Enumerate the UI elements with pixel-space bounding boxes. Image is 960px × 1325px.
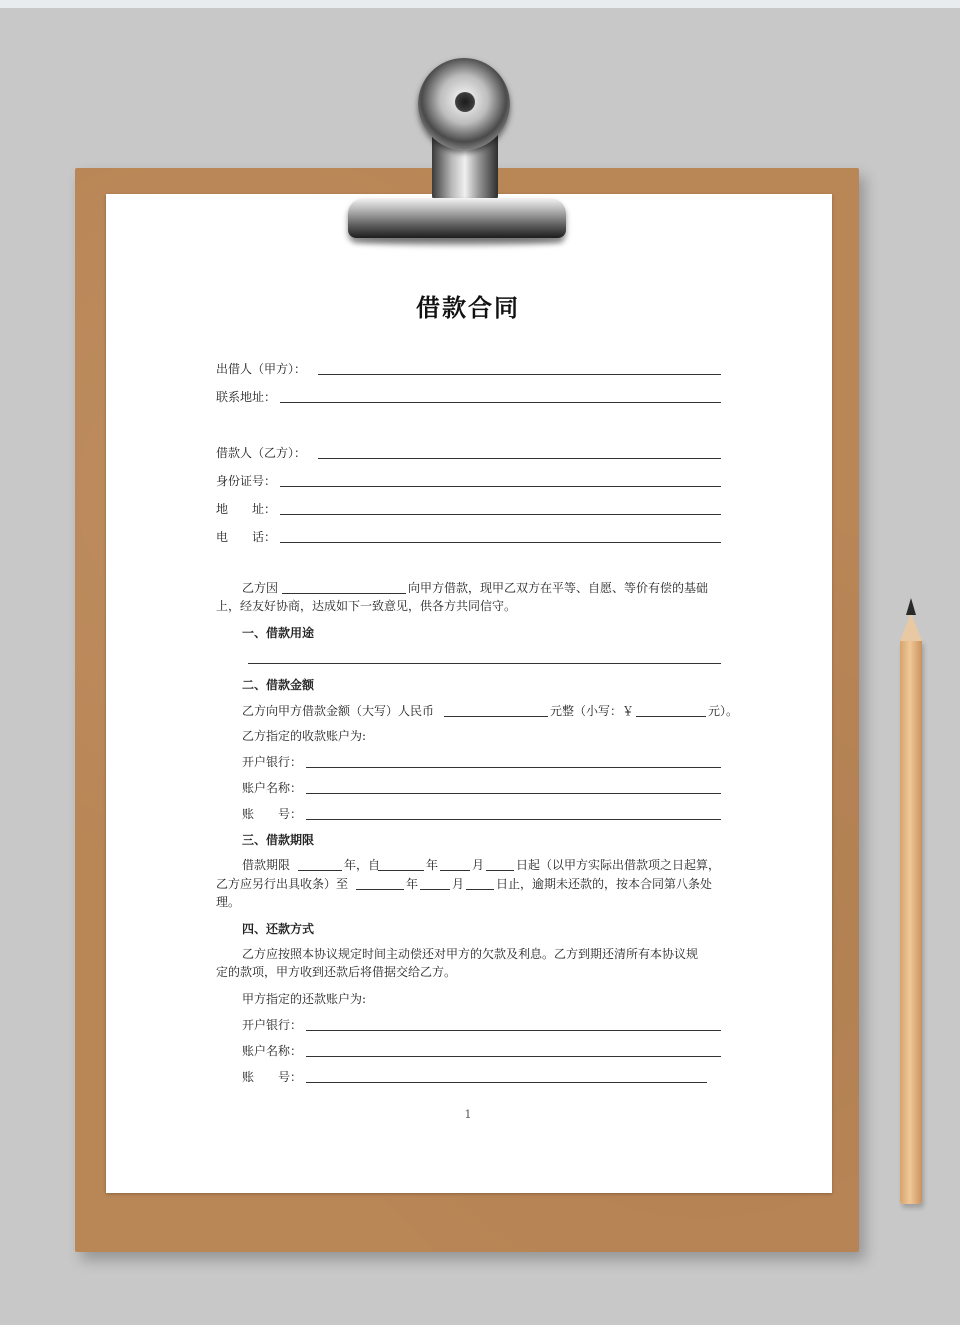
repay-account-name-field[interactable] <box>306 1056 721 1057</box>
term-text-p2d: 日止，逾期未还款的，按本合同第八条处 <box>496 877 713 891</box>
amount-uppercase-field[interactable] <box>444 716 548 717</box>
end-year-field[interactable] <box>356 889 404 890</box>
repay-bank-label: 开户银行： <box>242 1018 303 1032</box>
repay-account-name-label: 账户名称： <box>242 1044 303 1058</box>
section-2-heading: 二、借款金额 <box>242 678 315 692</box>
term-text-p3: 理。 <box>216 895 241 909</box>
receive-account-intro: 乙方指定的收款账户为: <box>242 729 367 743</box>
borrower-name-field[interactable] <box>318 458 721 459</box>
borrower-address-label: 地 址： <box>216 502 277 516</box>
section-4-heading: 四、还款方式 <box>242 922 315 936</box>
lender-name-field[interactable] <box>318 374 721 375</box>
section-3-heading: 三、借款期限 <box>242 833 315 847</box>
receive-account-name-label: 账户名称： <box>242 781 303 795</box>
borrower-address-field[interactable] <box>280 514 721 515</box>
lender-address-field[interactable] <box>280 402 721 403</box>
term-text-p2c: 月 <box>452 877 465 891</box>
receive-bank-field[interactable] <box>306 767 721 768</box>
term-text-d: 月 <box>472 858 485 872</box>
amount-text-a: 乙方向甲方借款金额（大写）人民币 <box>242 704 435 718</box>
page-number: 1 <box>464 1108 472 1121</box>
amount-text-b: 元整（小写：￥ <box>550 704 635 718</box>
term-text-b: 年，自 <box>344 858 381 872</box>
end-month-field[interactable] <box>420 889 450 890</box>
repay-account-no-label: 账 号： <box>242 1070 303 1084</box>
borrower-phone-field[interactable] <box>280 542 721 543</box>
intro-text-start: 乙方因 <box>242 581 279 595</box>
repay-text-p1: 乙方应按照本协议规定时间主动偿还对甲方的欠款及利息。乙方到期还清所有本协议规 <box>242 947 699 961</box>
loan-reason-field[interactable] <box>282 593 406 594</box>
receive-account-no-label: 账 号： <box>242 807 303 821</box>
term-years-field[interactable] <box>298 870 342 871</box>
document-title: 借款合同 <box>416 293 520 322</box>
term-text-p2a: 乙方应另行出具收条）至 <box>216 877 349 891</box>
repay-account-intro: 甲方指定的还款账户为: <box>242 992 367 1006</box>
term-text-a: 借款期限 <box>242 858 291 872</box>
repay-account-no-field[interactable] <box>306 1082 707 1083</box>
repay-bank-field[interactable] <box>306 1030 721 1031</box>
amount-text-c: 元）。 <box>708 704 739 718</box>
term-text-p2b: 年 <box>406 877 419 891</box>
section-1-heading: 一、借款用途 <box>242 626 315 640</box>
intro-text-line2: 上，经友好协商，达成如下一致意见，供各方共同信守。 <box>216 599 517 613</box>
borrower-name-label: 借款人（乙方）： <box>216 446 307 460</box>
term-text-e: 日起（以甲方实际出借款项之日起算， <box>516 858 721 872</box>
receive-account-no-field[interactable] <box>306 819 721 820</box>
lender-address-label: 联系地址： <box>216 390 277 404</box>
receive-bank-label: 开户银行： <box>242 755 303 769</box>
borrower-id-label: 身份证号： <box>216 474 277 488</box>
start-year-field[interactable] <box>378 870 424 871</box>
intro-text-cont: 向甲方借款，现甲乙双方在平等、自愿、等价有偿的基础 <box>408 581 709 595</box>
borrower-id-field[interactable] <box>280 486 721 487</box>
amount-figures-field[interactable] <box>636 716 706 717</box>
borrower-phone-label: 电 话： <box>216 530 277 544</box>
term-text-c: 年 <box>426 858 439 872</box>
lender-name-label: 出借人（甲方）： <box>216 362 307 376</box>
end-day-field[interactable] <box>466 889 494 890</box>
start-day-field[interactable] <box>486 870 514 871</box>
start-month-field[interactable] <box>440 870 470 871</box>
repay-text-p2: 定的款项，甲方收到还款后将借据交给乙方。 <box>216 965 457 979</box>
loan-purpose-field[interactable] <box>248 663 721 664</box>
receive-account-name-field[interactable] <box>306 793 721 794</box>
